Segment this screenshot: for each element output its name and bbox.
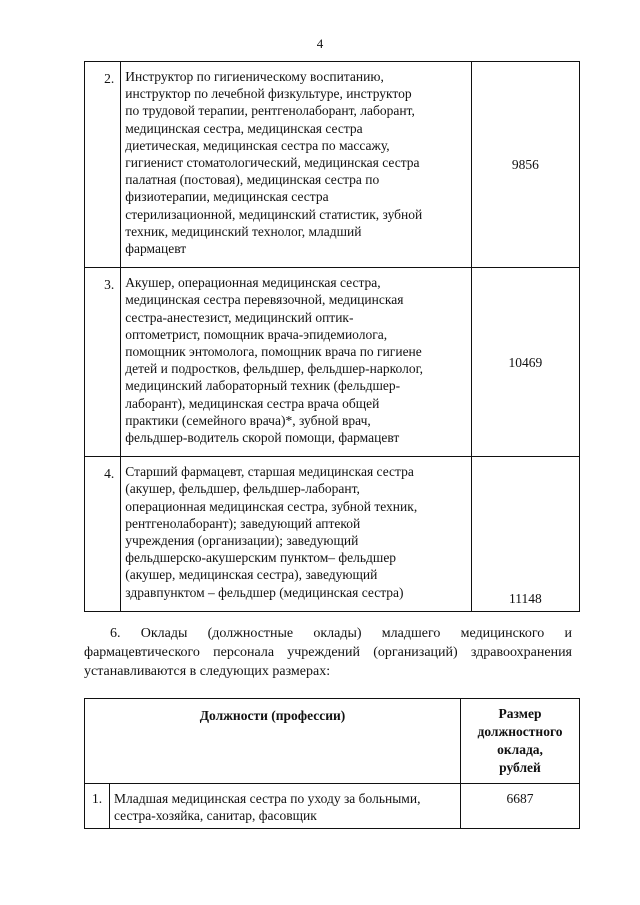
text-line: медицинская сестра, медицинская сестра — [125, 120, 363, 136]
row-number: 2. — [85, 62, 121, 268]
text-line: должностного — [477, 724, 563, 739]
text-line: сестра-анестезист, медицинский оптик- — [125, 309, 354, 325]
table-row — [85, 268, 580, 457]
text-line: операционная медицинская сестра, зубной техник, — [125, 498, 418, 514]
text-line: рублей — [499, 760, 541, 775]
text-line: лаборант), медицинская сестра врача общей — [125, 395, 380, 411]
text-line: оклада, — [497, 742, 543, 757]
salary-table-main — [84, 61, 580, 612]
text-line: фельдшер-водитель скорой помощи, фармацевт — [125, 430, 400, 446]
text-line: (акушер, фельдшер, фельдшер-лаборант, — [125, 481, 360, 497]
table-row — [85, 784, 580, 829]
text-line: по трудовой терапии, рентгенолаборант, лаборант, — [125, 103, 415, 119]
row-number: 4. — [85, 457, 121, 612]
text-line: диетическая, медицинская сестра по массажу, — [125, 137, 390, 153]
text-line: фельдшерско-акушерским пунктом– фельдшер — [125, 550, 397, 566]
text-line: Инструктор по гигиеническому воспитанию, — [125, 69, 384, 84]
salary-value: 9856 — [471, 62, 579, 268]
paragraph-6: 6. Оклады (должностные оклады) младшего медицинского и фармацевтического персонала учреждений (организаций) здравоохранения устанавливаются в следующих размерах: — [84, 626, 572, 679]
salary-table-junior — [84, 698, 580, 829]
text-line: Размер — [498, 706, 542, 721]
text-line: техник, медицинский технолог, младший — [125, 223, 362, 239]
text-line: помощник энтомолога, помощник врача по гигиене — [125, 344, 422, 360]
text-line: здравпунктом – фельдшер (медицинская сестра) — [125, 584, 404, 600]
text-line: учреждения (организации); заведующий — [125, 533, 359, 549]
text-line: рентгенолаборант); заведующий аптекой — [125, 515, 361, 531]
row-number: 3. — [85, 268, 121, 457]
page-number: 4 — [316, 36, 324, 51]
positions-cell — [110, 784, 461, 829]
positions-cell — [121, 62, 471, 268]
text-line: детей и подростков, фельдшер, фельдшер-нарколог, — [125, 361, 423, 377]
salary-value: 10469 — [471, 268, 579, 457]
text-line: медицинский лабораторный техник (фельдшер- — [125, 378, 401, 394]
text-line: физиотерапии, медицинская сестра — [125, 189, 329, 205]
positions-cell — [121, 268, 471, 457]
text-line: инструктор по лечебной физкультуре, инструктор — [125, 86, 412, 102]
text-line: фармацевт — [125, 241, 187, 257]
text-line: медицинская сестра перевязочной, медицинская — [125, 292, 404, 308]
positions-cell — [121, 457, 471, 612]
text-line: палатная (постовая), медицинская сестра по — [125, 172, 380, 188]
text-line: гигиенист стоматологический, медицинская сестра — [125, 155, 420, 171]
text-line: сестра-хозяйка, санитар, фасовщик — [114, 808, 317, 824]
salary-value: 6687 — [461, 784, 580, 829]
table-row — [85, 457, 580, 612]
text-line: Акушер, операционная медицинская сестра, — [125, 275, 381, 291]
header-salary-size — [461, 699, 580, 784]
text-line: оптометрист, помощник врача-эпидемиолога, — [125, 326, 388, 342]
text-line: стерилизационной, медицинский статистик, зубной — [125, 206, 423, 222]
salary-value: 11148 — [471, 457, 579, 612]
header-positions: Должности (профессии) — [85, 699, 461, 784]
row-number: 1. — [85, 784, 110, 829]
table-row — [85, 62, 580, 268]
text-line: Младшая медицинская сестра по уходу за больными, — [114, 791, 421, 806]
table-header-row — [85, 699, 580, 784]
text-line: практики (семейного врача)*, зубной врач, — [125, 412, 371, 428]
text-line: (акушер, медицинская сестра), заведующий — [125, 567, 378, 583]
text-line: Старший фармацевт, старшая медицинская сестра — [125, 464, 414, 480]
